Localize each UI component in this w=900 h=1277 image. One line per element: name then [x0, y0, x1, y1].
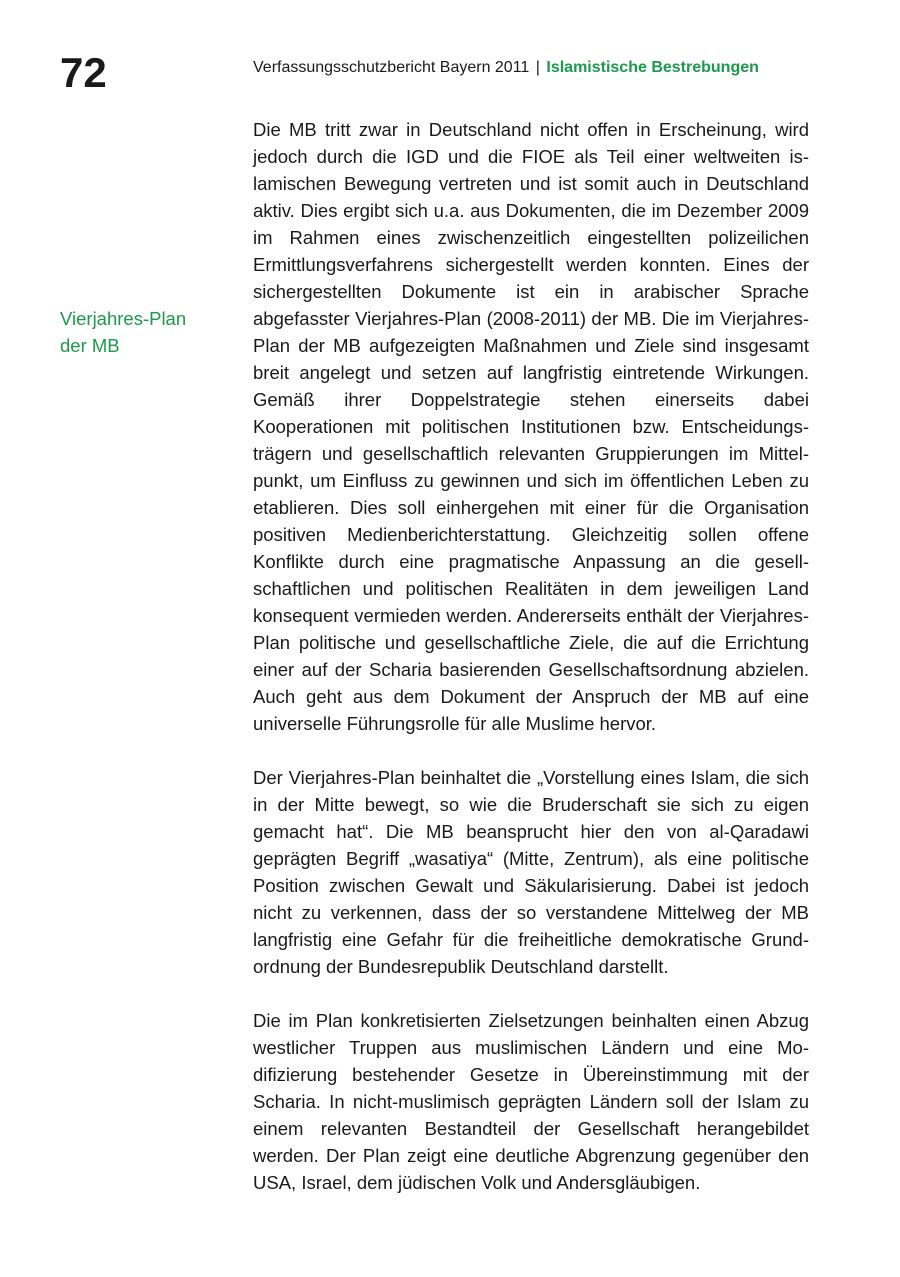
- paragraph-3: Die im Plan konkretisierten Zielsetzungen beinhalten einen Abzug westlicher Truppen aus muslimischen Ländern und eine Modifizierung bestehender Gesetze in Übereinstimmung mit der Scharia. In nicht-muslimisch geprägten Ländern soll der Islam zu einem relevanten Bestandteil der Gesellschaft herangebildet werden. Der Plan zeigt eine deutliche Abgrenzung gegenüber den USA, Israel, dem jüdischen Volk und Andersgläubigen.: [253, 1010, 809, 1193]
- margin-note-line-1: Vierjahres-Plan: [60, 308, 187, 329]
- paragraph-2: Der Vierjahres-Plan beinhaltet die „Vorstellung eines Islam, die sich in der Mitte bewegt, so wie die Bruderschaft sie sich zu eigen gemacht hat“. Die MB beansprucht hier den von al-Qaradawi geprägten Begriff „wasatiya“ (Mitte, Zentrum), als eine politische Position zwischen Gewalt und Säkularisierung. Dabei ist jedoch nicht zu verkennen, dass der so verstandene Mittelweg der MB langfristig eine Gefahr für die freiheitliche demokratische Grundordnung der Bundesrepublik Deutschland darstellt.: [253, 767, 809, 977]
- running-header: [253, 58, 759, 78]
- margin-note-line-2: der MB: [60, 335, 120, 356]
- body-text: [253, 116, 809, 1223]
- page-number: 72: [60, 49, 107, 96]
- report-title: Verfassungsschutzbericht Bayern 2011: [253, 59, 530, 76]
- margin-note: [60, 305, 230, 359]
- paragraph-1: Die MB tritt zwar in Deutschland nicht offen in Erscheinung, wird jedoch durch die IGD und die FIOE als Teil einer weltweiten islamischen Bewegung vertreten und ist somit auch in Deutschland aktiv. Dies ergibt sich u.a. aus Dokumenten, die im Dezember 2009 im Rahmen eines zwischenzeitlich eingestellten polizeilichen Ermittlungsverfahrens sichergestellt werden konnten. Eines der sichergestellten Dokumente ist ein in arabischer Sprache abgefasster Vierjahres-Plan (2008-2011) der MB. Die im Vierjahres-Plan der MB aufgezeigten Maßnahmen und Ziele sind insgesamt breit angelegt und setzen auf langfristig eintretende Wirkungen. Gemäß ihrer Doppelstrategie stehen einerseits dabei Kooperationen mit politischen Institutionen bzw. Entscheidungsträgern und gesellschaftlich relevanten Gruppierungen im Mittelpunkt, um Einfluss zu gewinnen und sich im öffentlichen Leben zu etablieren. Dies soll einhergehen mit einer für die Organisation positiven Medienberichterstattung. Gleichzeitig sollen offene Konflikte durch eine pragmatische Anpassung an die gesellschaftlichen und politischen Realitäten in dem jeweiligen Land konsequent vermieden werden. Andererseits enthält der Vierjahres-Plan politische und gesellschaftliche Ziele, die auf die Errichtung einer auf der Scharia basierenden Gesellschaftsordnung abzielen. Auch geht aus dem Dokument der Anspruch der MB auf eine universelle Führungsrolle für alle Muslime hervor.: [253, 119, 809, 734]
- section-title: Islamistische Bestrebungen: [546, 59, 759, 76]
- header-separator: |: [535, 59, 540, 76]
